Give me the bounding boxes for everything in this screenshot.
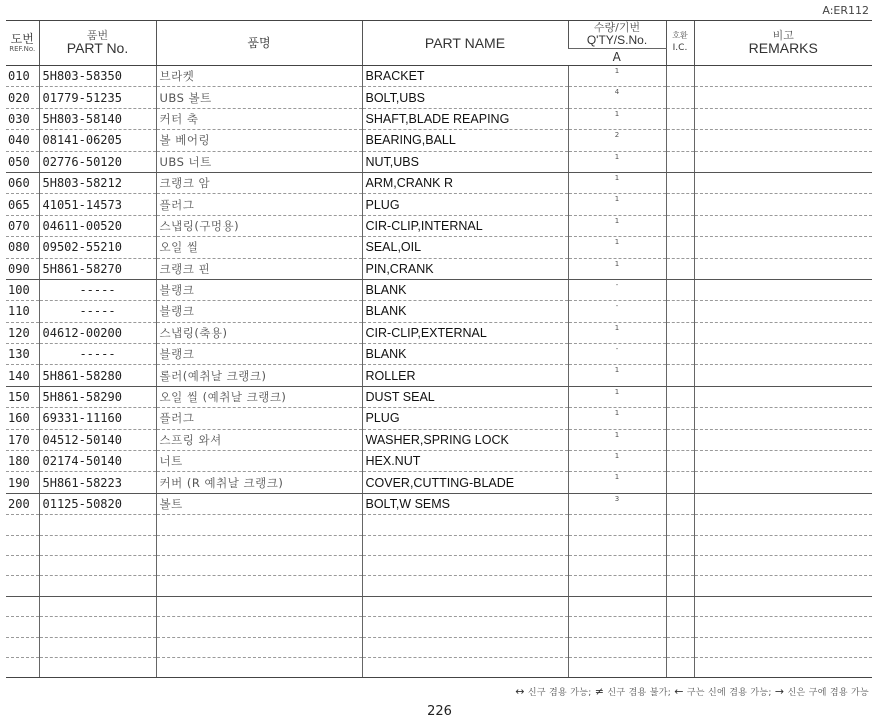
ref-cell: 060	[6, 172, 39, 193]
table-row	[6, 258, 872, 279]
korean-name-cell: 커터 축	[156, 108, 362, 129]
korean-name-cell: 스냅링(축용)	[156, 322, 362, 343]
table-row	[6, 429, 872, 450]
legend-text-4: 신은 구에 겸용 가능	[787, 688, 869, 698]
header-part-no-en: PART No.	[66, 40, 129, 57]
ic-cell	[666, 301, 694, 322]
legend-text-1: 신구 겸용 가능;	[527, 688, 592, 698]
empty-row	[6, 637, 872, 657]
ref-cell: 130	[6, 344, 39, 365]
korean-name-cell: 스냅링(구멍용)	[156, 215, 362, 236]
korean-name-cell: 스프링 와셔	[156, 429, 362, 450]
qty-cell: 1	[568, 451, 666, 472]
ic-cell	[666, 451, 694, 472]
part-no-cell	[39, 535, 156, 555]
korean-name-cell: 크랭크 핀	[156, 258, 362, 279]
page-number: 226	[427, 704, 452, 719]
qty-cell	[568, 596, 666, 616]
part-name-cell	[362, 576, 568, 596]
part-name-cell: BLANK	[362, 301, 568, 322]
ref-cell: 030	[6, 108, 39, 129]
header-part-no	[39, 21, 156, 66]
header-remarks-kr: 비고	[772, 28, 794, 42]
remarks-cell	[694, 194, 872, 215]
part-name-cell	[362, 596, 568, 616]
ic-cell	[666, 555, 694, 575]
part-no-cell: 5H803-58212	[39, 172, 156, 193]
ic-cell	[666, 172, 694, 193]
ic-cell	[666, 657, 694, 677]
remarks-cell	[694, 237, 872, 258]
korean-name-cell: 볼 베어링	[156, 130, 362, 151]
ic-cell	[666, 322, 694, 343]
qty-cell: 2	[568, 130, 666, 151]
remarks-cell	[694, 535, 872, 555]
korean-name-cell: 블랭크	[156, 279, 362, 300]
part-name-cell: BLANK	[362, 344, 568, 365]
qty-cell	[568, 657, 666, 677]
part-name-cell: ARM,CRANK R	[362, 172, 568, 193]
part-name-cell: HEX.NUT	[362, 451, 568, 472]
part-no-cell	[39, 657, 156, 677]
part-no-cell: 5H861-58280	[39, 365, 156, 386]
header-qty-kr: 수량/기번	[593, 21, 641, 35]
empty-row	[6, 596, 872, 616]
ref-cell: 180	[6, 451, 39, 472]
korean-name-cell	[156, 637, 362, 657]
qty-cell: 4	[568, 87, 666, 108]
qty-cell: 1	[568, 237, 666, 258]
header-ref-kr: 도번	[10, 32, 34, 47]
table-row	[6, 344, 872, 365]
part-no-cell	[39, 576, 156, 596]
part-no-cell: -----	[39, 301, 156, 322]
ic-cell	[666, 617, 694, 637]
qty-cell: 1	[568, 172, 666, 193]
remarks-cell	[694, 279, 872, 300]
part-name-cell	[362, 515, 568, 535]
header-ref	[6, 21, 39, 66]
ref-cell	[6, 576, 39, 596]
empty-row	[6, 535, 872, 555]
korean-name-cell	[156, 555, 362, 575]
parts-rows	[6, 66, 872, 678]
header-name-kr: 품명	[156, 21, 362, 66]
ref-cell	[6, 555, 39, 575]
table-row	[6, 451, 872, 472]
korean-name-cell: 크랭크 암	[156, 172, 362, 193]
ref-cell: 140	[6, 365, 39, 386]
part-name-cell: PIN,CRANK	[362, 258, 568, 279]
part-name-cell: SEAL,OIL	[362, 237, 568, 258]
table-row	[6, 215, 872, 236]
ic-cell	[666, 515, 694, 535]
ref-cell: 050	[6, 151, 39, 172]
table-row	[6, 472, 872, 493]
right-arrow-icon: →	[774, 685, 785, 698]
remarks-cell	[694, 472, 872, 493]
qty-cell: 1	[568, 66, 666, 87]
korean-name-cell: 너트	[156, 451, 362, 472]
header-ic	[666, 21, 694, 66]
ref-cell	[6, 617, 39, 637]
part-no-cell: 09502-55210	[39, 237, 156, 258]
qty-cell	[568, 576, 666, 596]
ic-cell	[666, 493, 694, 514]
part-name-cell	[362, 637, 568, 657]
table-row	[6, 279, 872, 300]
remarks-cell	[694, 365, 872, 386]
korean-name-cell	[156, 657, 362, 677]
ref-cell: 190	[6, 472, 39, 493]
qty-cell	[568, 535, 666, 555]
remarks-cell	[694, 130, 872, 151]
remarks-cell	[694, 555, 872, 575]
korean-name-cell: 브라켓	[156, 66, 362, 87]
korean-name-cell	[156, 515, 362, 535]
ic-cell	[666, 596, 694, 616]
part-no-cell: 5H803-58140	[39, 108, 156, 129]
table-row	[6, 130, 872, 151]
part-no-cell	[39, 515, 156, 535]
header-part-no-kr: 품번	[86, 28, 109, 42]
header-remarks	[694, 21, 872, 66]
korean-name-cell: UBS 너트	[156, 151, 362, 172]
ref-cell: 110	[6, 301, 39, 322]
empty-row	[6, 576, 872, 596]
ic-cell	[666, 237, 694, 258]
part-no-cell: 04512-50140	[39, 429, 156, 450]
part-no-cell: 08141-06205	[39, 130, 156, 151]
part-name-cell: COVER,CUTTING-BLADE	[362, 472, 568, 493]
header-qty	[568, 21, 666, 49]
remarks-cell	[694, 576, 872, 596]
ic-cell	[666, 386, 694, 407]
qty-cell: -	[568, 301, 666, 322]
ref-cell	[6, 596, 39, 616]
part-name-cell: ROLLER	[362, 365, 568, 386]
ic-cell	[666, 576, 694, 596]
part-no-cell: 41051-14573	[39, 194, 156, 215]
ic-cell	[666, 429, 694, 450]
ref-cell: 120	[6, 322, 39, 343]
ref-cell: 150	[6, 386, 39, 407]
table-row	[6, 66, 872, 87]
part-name-cell: BRACKET	[362, 66, 568, 87]
remarks-cell	[694, 657, 872, 677]
ic-cell	[666, 108, 694, 129]
remarks-cell	[694, 258, 872, 279]
part-name-cell: BEARING,BALL	[362, 130, 568, 151]
qty-cell	[568, 555, 666, 575]
part-no-cell	[39, 637, 156, 657]
part-no-cell: -----	[39, 279, 156, 300]
ic-cell	[666, 408, 694, 429]
part-no-cell: -----	[39, 344, 156, 365]
header-ic-en: I.C.	[672, 43, 688, 54]
remarks-cell	[694, 66, 872, 87]
korean-name-cell: 플러그	[156, 408, 362, 429]
remarks-cell	[694, 301, 872, 322]
ref-cell: 020	[6, 87, 39, 108]
part-no-cell	[39, 555, 156, 575]
qty-cell	[568, 637, 666, 657]
remarks-cell	[694, 408, 872, 429]
qty-cell: -	[568, 279, 666, 300]
remarks-cell	[694, 617, 872, 637]
qty-cell: 3	[568, 493, 666, 514]
table-row	[6, 301, 872, 322]
ic-cell	[666, 151, 694, 172]
ref-cell: 090	[6, 258, 39, 279]
not-equal-icon: ≠	[594, 685, 605, 698]
table-row	[6, 493, 872, 514]
header-ic-kr: 호환	[672, 31, 688, 41]
part-no-cell: 5H803-58350	[39, 66, 156, 87]
header-part-name: PART NAME	[362, 21, 568, 66]
ref-cell: 010	[6, 66, 39, 87]
part-no-cell: 69331-11160	[39, 408, 156, 429]
part-name-cell	[362, 657, 568, 677]
qty-cell: 1	[568, 258, 666, 279]
korean-name-cell: UBS 볼트	[156, 87, 362, 108]
left-arrow-icon: ←	[674, 685, 684, 698]
part-name-cell: PLUG	[362, 194, 568, 215]
qty-cell	[568, 515, 666, 535]
header-ref-en: REF.No.	[9, 44, 36, 53]
qty-cell: -	[568, 344, 666, 365]
ref-cell: 080	[6, 237, 39, 258]
ic-cell	[666, 279, 694, 300]
remarks-cell	[694, 386, 872, 407]
ref-cell: 160	[6, 408, 39, 429]
ic-cell	[666, 344, 694, 365]
part-name-cell: WASHER,SPRING LOCK	[362, 429, 568, 450]
remarks-cell	[694, 87, 872, 108]
part-name-cell: BOLT,UBS	[362, 87, 568, 108]
remarks-cell	[694, 515, 872, 535]
ic-cell	[666, 66, 694, 87]
part-no-cell: 04612-00200	[39, 322, 156, 343]
remarks-cell	[694, 637, 872, 657]
ref-cell: 170	[6, 429, 39, 450]
qty-cell: 1	[568, 386, 666, 407]
part-name-cell: CIR-CLIP,INTERNAL	[362, 215, 568, 236]
korean-name-cell	[156, 576, 362, 596]
part-no-cell: 02174-50140	[39, 451, 156, 472]
korean-name-cell: 커버 (R 예취날 크랭크)	[156, 472, 362, 493]
table-row	[6, 151, 872, 172]
korean-name-cell: 블랭크	[156, 301, 362, 322]
ic-cell	[666, 130, 694, 151]
table-row	[6, 87, 872, 108]
part-name-cell	[362, 535, 568, 555]
part-no-cell: 5H861-58270	[39, 258, 156, 279]
header-remarks-en: REMARKS	[748, 40, 818, 57]
parts-table	[6, 20, 872, 678]
qty-cell	[568, 617, 666, 637]
ic-cell	[666, 87, 694, 108]
both-way-arrow-icon: ↔	[515, 685, 525, 698]
empty-row	[6, 617, 872, 637]
part-name-cell: DUST SEAL	[362, 386, 568, 407]
korean-name-cell: 롤러(예취날 크랭크)	[156, 365, 362, 386]
ref-cell	[6, 515, 39, 535]
ref-cell: 070	[6, 215, 39, 236]
qty-cell: 1	[568, 429, 666, 450]
ref-cell: 200	[6, 493, 39, 514]
part-no-cell: 04611-00520	[39, 215, 156, 236]
qty-cell: 1	[568, 194, 666, 215]
part-no-cell: 01125-50820	[39, 493, 156, 514]
ic-cell	[666, 472, 694, 493]
table-row	[6, 108, 872, 129]
header-qty-en: Q'TY/S.No.	[586, 32, 648, 47]
part-no-cell	[39, 596, 156, 616]
part-no-cell: 5H861-58290	[39, 386, 156, 407]
part-no-cell	[39, 617, 156, 637]
legend-text-2: 신구 겸용 불가;	[607, 688, 672, 698]
qty-cell: 1	[568, 108, 666, 129]
part-name-cell: BLANK	[362, 279, 568, 300]
remarks-cell	[694, 322, 872, 343]
ref-cell	[6, 637, 39, 657]
table-row	[6, 194, 872, 215]
ref-cell: 040	[6, 130, 39, 151]
remarks-cell	[694, 429, 872, 450]
empty-row	[6, 515, 872, 535]
compatibility-legend	[515, 685, 869, 698]
korean-name-cell: 플러그	[156, 194, 362, 215]
part-no-cell: 01779-51235	[39, 87, 156, 108]
part-name-cell: BOLT,W SEMS	[362, 493, 568, 514]
ic-cell	[666, 194, 694, 215]
remarks-cell	[694, 215, 872, 236]
qty-cell: 1	[568, 472, 666, 493]
remarks-cell	[694, 151, 872, 172]
ic-cell	[666, 535, 694, 555]
empty-row	[6, 555, 872, 575]
remarks-cell	[694, 451, 872, 472]
ref-cell: 065	[6, 194, 39, 215]
qty-cell: 1	[568, 408, 666, 429]
table-row	[6, 322, 872, 343]
part-name-cell	[362, 555, 568, 575]
korean-name-cell	[156, 617, 362, 637]
ic-cell	[666, 258, 694, 279]
part-name-cell: CIR-CLIP,EXTERNAL	[362, 322, 568, 343]
korean-name-cell: 오일 씰 (예취날 크랭크)	[156, 386, 362, 407]
korean-name-cell: 블랭크	[156, 344, 362, 365]
ref-cell	[6, 657, 39, 677]
table-row	[6, 365, 872, 386]
qty-cell: 1	[568, 365, 666, 386]
qty-cell: 1	[568, 322, 666, 343]
ic-cell	[666, 215, 694, 236]
korean-name-cell	[156, 535, 362, 555]
ic-cell	[666, 365, 694, 386]
table-row	[6, 172, 872, 193]
remarks-cell	[694, 596, 872, 616]
part-name-cell: SHAFT,BLADE REAPING	[362, 108, 568, 129]
empty-row	[6, 657, 872, 677]
part-no-cell: 5H861-58223	[39, 472, 156, 493]
remarks-cell	[694, 493, 872, 514]
remarks-cell	[694, 108, 872, 129]
korean-name-cell	[156, 596, 362, 616]
korean-name-cell: 오일 씰	[156, 237, 362, 258]
part-name-cell: PLUG	[362, 408, 568, 429]
ref-cell: 100	[6, 279, 39, 300]
table-row	[6, 408, 872, 429]
header-qty-col-a: A	[568, 49, 666, 66]
qty-cell: 1	[568, 151, 666, 172]
qty-cell: 1	[568, 215, 666, 236]
korean-name-cell: 볼트	[156, 493, 362, 514]
remarks-cell	[694, 344, 872, 365]
ref-cell	[6, 535, 39, 555]
ic-cell	[666, 637, 694, 657]
part-name-cell: NUT,UBS	[362, 151, 568, 172]
part-name-cell	[362, 617, 568, 637]
remarks-cell	[694, 172, 872, 193]
table-row	[6, 237, 872, 258]
part-no-cell: 02776-50120	[39, 151, 156, 172]
legend-text-3: 구는 신에 겸용 가능;	[686, 688, 772, 698]
table-row	[6, 386, 872, 407]
document-code: A:ER112	[822, 4, 869, 17]
